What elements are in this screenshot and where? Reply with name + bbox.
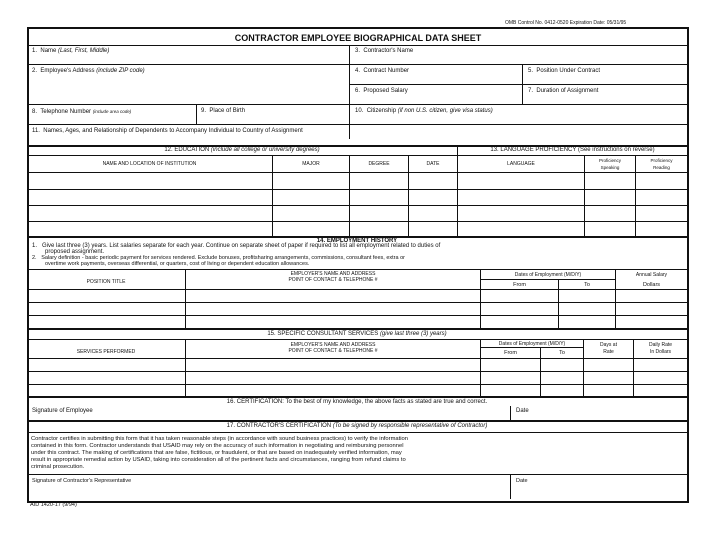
col-from: From (513, 282, 526, 288)
col-label-line: POINT OF CONTACT & TELEPHONE # (288, 348, 378, 354)
field-duration[interactable] (528, 88, 598, 95)
col-dates-employment: Dates of Employment (M/D/Y) (514, 272, 582, 278)
field-position[interactable] (528, 68, 600, 75)
consultant-heading (27, 331, 687, 338)
field-hint: (include area code) (92, 109, 132, 114)
field-num: 8. (32, 109, 38, 115)
language-heading: 13. LANGUAGE PROFICIENCY (See instructions on reverse) (490, 147, 655, 153)
cert-line: result in appropriate remedial action by USAID, taking into consideration all of the pertinent facts and circumstances, ranging from refund claims to (31, 457, 406, 463)
field-label: Contract Number (363, 68, 410, 74)
col-label-line: Proficiency (598, 158, 621, 163)
contractor-cert-heading (27, 423, 687, 430)
employment-heading: 14. EMPLOYMENT HISTORY (316, 238, 398, 244)
field-num: 3. (355, 48, 361, 54)
field-num: 5. (528, 68, 534, 74)
cert-line: under this contract. The making of certifications that are false, fictitious, or fraudulent, or that are based on inadequately verified information, may (31, 450, 402, 456)
field-name[interactable] (32, 48, 109, 55)
field-dependents[interactable] (32, 128, 303, 135)
field-citizenship[interactable] (355, 108, 493, 115)
field-label: Place of Birth (209, 108, 246, 114)
form-title: CONTRACTOR EMPLOYEE BIOGRAPHICAL DATA SHEET (234, 33, 482, 43)
col-label-line: In Dollars (649, 349, 672, 355)
section-number: 17. CONTRACTOR'S CERTIFICATION (226, 423, 333, 429)
section-hint: (give last three (3) years) (379, 331, 447, 337)
note-num: 2. (32, 255, 37, 261)
col-position-title: POSITION TITLE (86, 279, 126, 285)
section-number: 15. SPECIFIC CONSULTANT SERVICES (267, 331, 380, 337)
col-proficiency-speaking (585, 157, 635, 171)
col-to-consultant: To (559, 350, 565, 356)
field-label: Position Under Contract (536, 68, 601, 74)
col-label-line: Reading (653, 165, 670, 170)
section-hint: (To be signed by responsible representative of Contractor) (332, 423, 488, 429)
col-employer-consultant (186, 342, 480, 354)
field-num: 6. (355, 88, 361, 94)
field-hint: (Last, First, Middle) (58, 48, 110, 54)
field-hint: (include ZIP code) (96, 68, 145, 74)
col-label-line: EMPLOYER'S NAME AND ADDRESS (290, 342, 376, 348)
contractor-signature-label[interactable]: Signature of Contractor's Representative (32, 478, 132, 484)
field-hint: (if non U.S. citizen, give visa status) (397, 108, 493, 114)
note-num: 1. (32, 243, 38, 249)
certification-heading: 16. CERTIFICATION: To the best of my knowledge, the above facts as stated are true and correct. (226, 399, 488, 405)
col-label-line: Proficiency (650, 158, 673, 163)
omb-control-number: OMB Control No. 0412-0520 Expiration Date: 05/31/95 (505, 20, 627, 26)
field-num: 11. (32, 128, 40, 134)
section-hint: (include all college or university degrees) (210, 147, 320, 153)
col-daily-rate (634, 342, 687, 356)
employee-signature-label[interactable]: Signature of Employee (32, 408, 93, 414)
col-from-consultant: From (504, 350, 517, 356)
form-number: AID 1420-17 (9/94) (30, 502, 77, 508)
col-date: DATE (426, 161, 440, 167)
field-address[interactable] (32, 68, 145, 75)
note-text: Give last three (3) years. List salaries separate for each year. Continue on separate sheet of paper if required to list all employment related to duties of (42, 243, 441, 249)
field-num: 10. (355, 108, 364, 114)
field-num: 7. (528, 88, 534, 94)
note-text: Salary definition - basic periodic payment for services rendered. Exclude bonuses, profitsharing arrangements, commissions, consultant fees, extra or (41, 255, 405, 261)
col-label-line: Speaking (600, 165, 620, 170)
col-label-line: EMPLOYER'S NAME AND ADDRESS (290, 271, 376, 277)
col-degree: DEGREE (368, 161, 390, 167)
cert-line: contained in this form. Contractor understands that USAID may rely on the accuracy of such information in negotiating and reimbursing personnel (31, 443, 404, 449)
col-label-line: POINT OF CONTACT & TELEPHONE # (288, 277, 378, 283)
employee-date-label[interactable]: Date (516, 408, 529, 414)
col-language: LANGUAGE (507, 161, 535, 167)
field-label: Proposed Salary (363, 88, 408, 94)
col-dates-consultant: Dates of Employment (M/D/Y) (498, 341, 566, 347)
cert-line: criminal prosecution. (31, 464, 85, 470)
field-label: Duration of Assignment (536, 88, 599, 94)
field-num: 2. (32, 68, 38, 74)
field-label: Contractor's Name (363, 48, 414, 54)
col-institution: NAME AND LOCATION OF INSTITUTION (102, 161, 197, 167)
col-annual-salary: Annual Salary (635, 272, 668, 278)
field-label: Name (40, 48, 59, 54)
col-major: MAJOR (302, 161, 320, 167)
field-birthplace[interactable] (201, 108, 245, 115)
col-dollars: Dollars (642, 282, 661, 288)
field-contract-number[interactable] (355, 68, 409, 75)
field-num: 4. (355, 68, 361, 74)
col-employer (186, 271, 480, 283)
field-num: 9. (201, 108, 207, 114)
section-number: 12. EDUCATION (164, 147, 211, 153)
col-days-at-rate (584, 342, 633, 356)
employment-note-1b: proposed assignment. (45, 249, 105, 255)
col-proficiency-reading (636, 157, 687, 171)
field-label: Employee's Address (40, 68, 97, 74)
employment-note-2b: overtime work payments, overseas differential, or quarters, cost of living or dependent education allowances. (45, 261, 310, 267)
col-label-line: Daily Rate (648, 342, 673, 348)
contractor-cert-text (31, 436, 681, 471)
col-services-performed: SERVICES PERFORMED (76, 349, 136, 355)
field-label: Citizenship (366, 108, 398, 114)
field-salary[interactable] (355, 88, 408, 95)
contractor-date-label[interactable]: Date (516, 478, 528, 484)
field-label: Names, Ages, and Relationship of Dependents to Accompany Individual to Country of Assignment (43, 128, 303, 134)
field-label: Telephone Number (40, 109, 93, 115)
education-heading (27, 147, 457, 154)
col-label-line: Rate (603, 349, 614, 355)
field-contractor-name[interactable] (355, 48, 413, 55)
col-label-line: Days at (600, 342, 617, 348)
col-to: To (584, 282, 590, 288)
field-telephone[interactable] (32, 108, 131, 116)
cert-line: Contractor certifies in submitting this form that it has taken reasonable steps (in accordance with sound business practices) to verify the information (31, 436, 408, 442)
field-num: 1. (32, 48, 38, 54)
